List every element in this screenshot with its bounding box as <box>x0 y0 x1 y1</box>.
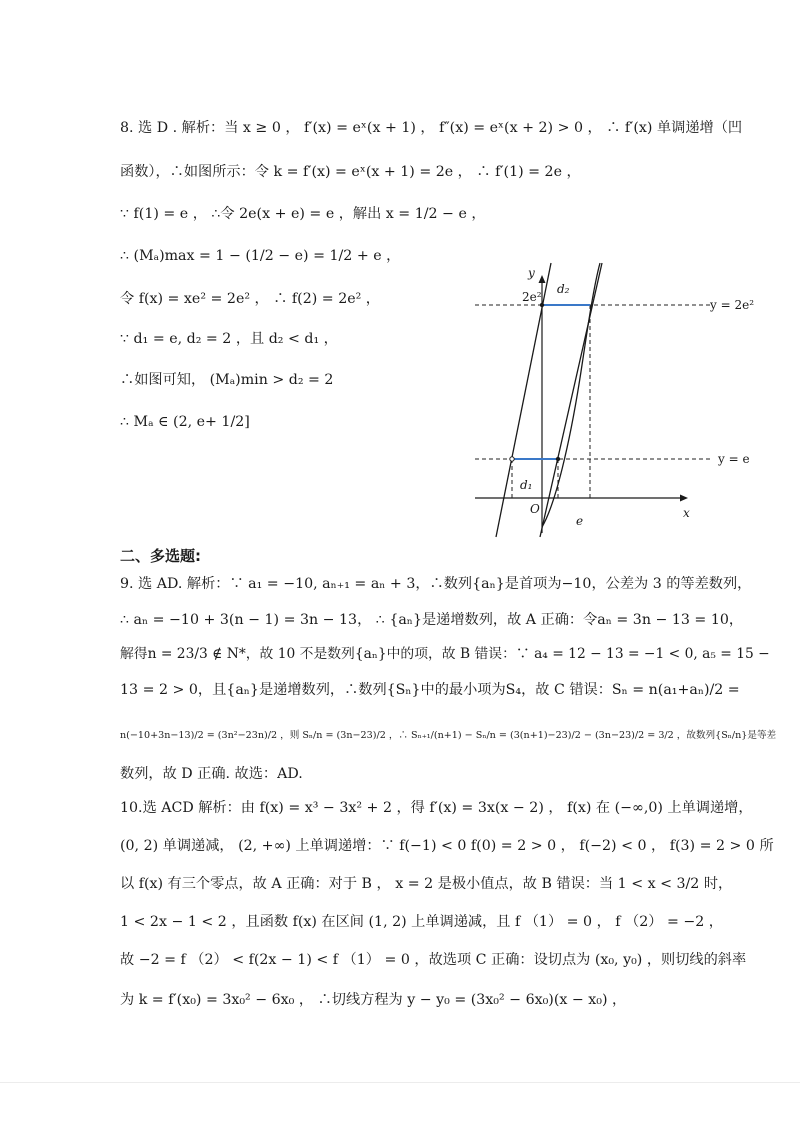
page-bottom-divider <box>0 1082 800 1083</box>
x-axis-label: x <box>683 506 690 520</box>
y-axis-arrow-icon <box>539 275 546 283</box>
section-title: 二、多选题: <box>120 547 201 565</box>
line-label-e: y = e <box>718 452 750 466</box>
q9-line-4: 13 = 2 > 0，且{aₙ}是递增数列，∴数列{Sₙ}中的最小项为S₄，故 C 错误：Sₙ = n(a₁+aₙ)/2 = <box>120 682 740 698</box>
q8-line-3: ∵ f(1) = e ， ∴令 2e(x + e) = e ，解出 x = 1/2 − e ， <box>120 206 486 222</box>
q10-line-1: 10.选 ACD 解析：由 f(x) = x³ − 3x² + 2 ，得 f′(x) = 3x(x − 2) ， f(x) 在 (−∞,0) 上单调递增， <box>120 800 753 816</box>
q8-line-7: ∴如图可知， (Mₐ)min > d₂ = 2 <box>120 372 334 388</box>
label-2e2: 2e² <box>522 290 542 304</box>
q8-line-4: ∴ (Mₐ)max = 1 − (1/2 − e) = 1/2 + e ， <box>120 248 401 264</box>
label-e-axis: e <box>576 514 584 528</box>
q10-line-6: 为 k = f′(x₀) = 3x₀² − 6x₀ ， ∴切线方程为 y − y₀ = (3x₀² − 6x₀)(x − x₀) ， <box>120 992 627 1008</box>
q8-line-5: 令 f(x) = xe² = 2e² ， ∴ f(2) = 2e² ， <box>120 291 380 307</box>
line-label-2e2: y = 2e² <box>710 298 755 312</box>
origin-label: O <box>530 502 540 516</box>
q10-line-3: 以 f(x) 有三个零点，故 A 正确：对于 B ， x = 2 是极小值点，故 B 错误：当 1 < x < 3/2 时， <box>120 876 733 892</box>
q9-line-2: ∴ aₙ = −10 + 3(n − 1) = 3n − 13， ∴ {aₙ}是递增数列，故 A 正确：令aₙ = 3n − 13 = 10， <box>120 612 744 628</box>
q8-line-2: 函数），∴如图所示：令 k = f′(x) = eˣ(x + 1) = 2e ， ∴ f′(1) = 2e ， <box>120 164 581 180</box>
y-axis-label: y <box>528 266 535 280</box>
label-d2: d₂ <box>557 282 570 296</box>
q8-line-1: 8. 选 D . 解析：当 x ≥ 0 ， f′(x) = eˣ(x + 1) ， f″(x) = eˣ(x + 2) > 0 ， ∴ f′(x) 单调递增（凹 <box>120 120 743 136</box>
q10-line-4: 1 < 2x − 1 < 2 ，且函数 f(x) 在区间 (1, 2) 上单调递减，且 f （1） = 0 ， f （2） = −2 ， <box>120 914 723 930</box>
q9-line-1: 9. 选 AD. 解析：∵ a₁ = −10, aₙ₊₁ = aₙ + 3，∴数列{aₙ}是首项为−10，公差为 3 的等差数列， <box>120 576 752 592</box>
q8-line-6: ∵ d₁ = e, d₂ = 2 ，且 d₂ < d₁ ， <box>120 331 338 347</box>
q9-line-3: 解得n = 23/3 ∉ N*，故 10 不是数列{aₙ}中的项，故 B 错误：∵ a₄ = 12 − 13 = −1 < 0, a₅ = 15 − <box>120 646 770 662</box>
q10-line-2: (0, 2) 单调递减， (2, +∞) 上单调递增：∵ f(−1) < 0 f(0) = 2 > 0 ， f(−2) < 0 ， f(3) = 2 > 0 所 <box>120 838 774 854</box>
q8-function-graph <box>470 255 770 540</box>
q9-line-5: n(−10+3n−13)/2 = (3n²−23n)/2 ，则 Sₙ/n = (3n−23)/2 ，∴ Sₙ₊₁/(n+1) − Sₙ/n = (3(n+1)−23)/2 − (3n−23)/2 = 3/2 ，故数列{Sₙ/n}是等差 <box>120 730 777 741</box>
point-e-left <box>510 457 514 461</box>
label-d1: d₁ <box>520 478 533 492</box>
q8-line-8: ∴ Mₐ ∈ (2, e+ 1/2] <box>120 414 250 430</box>
q10-line-5: 故 −2 = f （2） < f(2x − 1) < f （1） = 0 ，故选项 C 正确：设切点为 (x₀, y₀) ，则切线的斜率 <box>120 952 747 968</box>
q9-line-6: 数列，故 D 正确. 故选：AD. <box>120 766 303 782</box>
point-e-right <box>556 457 560 461</box>
x-axis-arrow-icon <box>680 495 688 502</box>
